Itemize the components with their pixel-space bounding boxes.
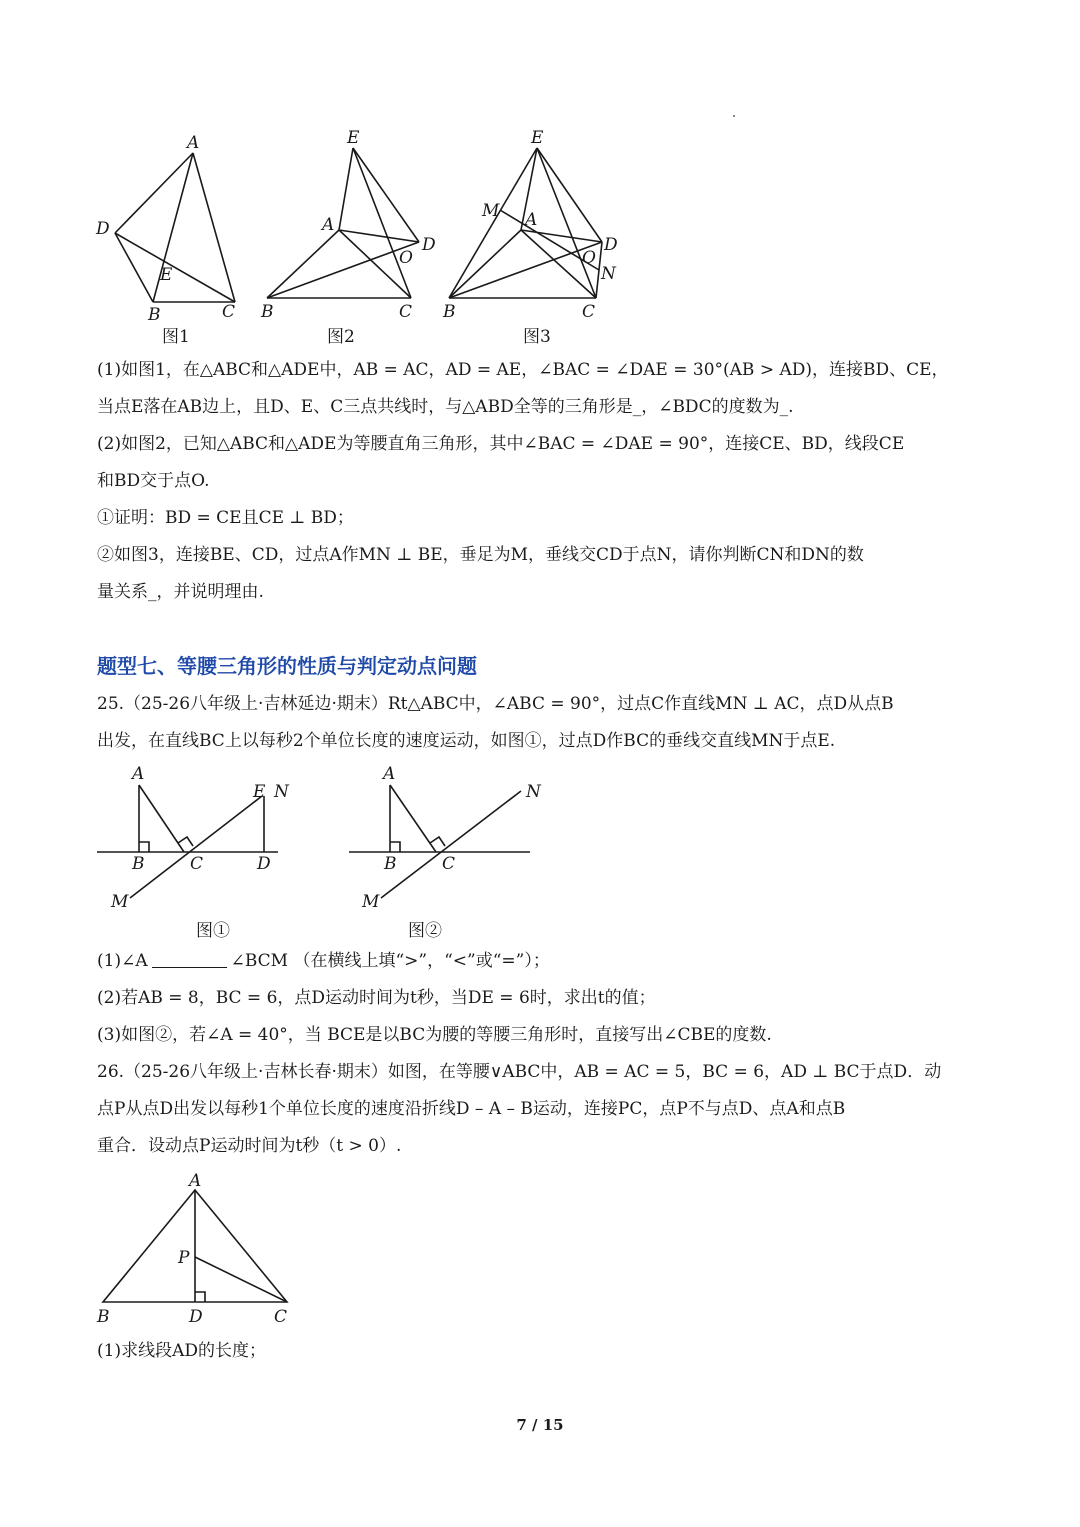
q25f2-label-A: A — [383, 764, 396, 784]
fig2-label-D: D — [422, 235, 436, 255]
q25-line-2: 出发，在直线BC上以每秒2个单位长度的速度运动，如图①，过点D作BC的垂线交直线MN于点E. — [97, 731, 836, 751]
figure-1-lines — [115, 153, 235, 302]
q26-line-3: 重合．设动点P运动时间为t秒（t > 0）. — [97, 1136, 402, 1156]
fig3-label-D: D — [604, 235, 618, 255]
fig1-label-A: A — [187, 133, 200, 153]
figure-q25-1-caption: 图① — [196, 921, 230, 941]
q26-label-P: P — [178, 1248, 190, 1268]
q25-part-1-suffix: ∠BCM （在横线上填“>”，“<”或“=”）； — [230, 951, 550, 971]
q25f1-label-B: B — [132, 854, 145, 874]
q26-label-A: A — [189, 1171, 202, 1191]
fig1-label-B: B — [148, 305, 161, 325]
q25-part-1-prefix: (1)∠A — [97, 951, 148, 971]
fig2-label-O: O — [399, 248, 413, 268]
figure-3 — [440, 125, 630, 325]
section-heading: 题型七、等腰三角形的性质与判定动点问题 — [97, 654, 477, 678]
fig3-label-B: B — [443, 302, 456, 322]
figure-q26-lines — [103, 1190, 287, 1302]
q26-line-2: 点P从点D出发以每秒1个单位长度的速度沿折线D – A – B运动，连接PC，点P不与点D、点A和点B — [97, 1099, 846, 1119]
figure-2 — [255, 125, 445, 325]
q24-line-7: 量关系_，并说明理由. — [97, 582, 264, 602]
figure-1-caption: 图1 — [162, 327, 190, 347]
fig3-label-C: C — [582, 302, 596, 322]
figure-1 — [90, 125, 250, 325]
q26-label-D: D — [189, 1307, 203, 1327]
q25f1-label-E: E — [253, 782, 266, 802]
q26-label-C: C — [274, 1307, 288, 1327]
q24-line-5: ①证明：BD = CE且CE ⊥ BD； — [97, 508, 354, 528]
page-number: 7 / 15 — [516, 1416, 564, 1434]
fig2-label-E: E — [347, 128, 360, 148]
q25-part-3: (3)如图②，若∠A = 40°，当 BCE是以BC为腰的等腰三角形时，直接写出∠CBE的度数. — [97, 1025, 772, 1045]
q25f1-label-N: N — [274, 782, 289, 802]
fig3-label-O: O — [582, 248, 596, 268]
fig1-label-D: D — [96, 219, 110, 239]
q24-line-4: 和BD交于点O. — [97, 471, 210, 491]
fig1-label-C: C — [222, 302, 236, 322]
figure-q26 — [90, 1165, 300, 1330]
figure-q25-2 — [340, 760, 550, 910]
q25f1-label-D: D — [257, 854, 271, 874]
answer-blank[interactable] — [152, 951, 227, 968]
q25-part-1 — [97, 950, 550, 972]
fig2-label-A: A — [322, 215, 335, 235]
figure-q25-2-lines — [349, 785, 530, 898]
figure-2-lines — [267, 148, 419, 298]
scan-speck — [733, 115, 735, 117]
fig2-label-B: B — [261, 302, 274, 322]
q25-part-2: (2)若AB = 8，BC = 6，点D运动时间为t秒，当DE = 6时，求出t的值； — [97, 988, 656, 1008]
q25f2-label-N: N — [526, 782, 541, 802]
q25f2-label-C: C — [442, 854, 456, 874]
q26-label-B: B — [97, 1307, 110, 1327]
fig1-label-E: E — [160, 265, 173, 285]
figure-q25-1 — [90, 760, 300, 910]
fig3-label-M: M — [482, 201, 500, 221]
figure-2-caption: 图2 — [327, 327, 355, 347]
q24-line-2: 当点E落在AB边上，且D、E、C三点共线时，与△ABD全等的三角形是_，∠BDC的度数为_. — [97, 397, 794, 417]
figure-q25-1-lines — [97, 785, 278, 898]
fig3-label-A: A — [525, 210, 538, 230]
q25f2-label-B: B — [384, 854, 397, 874]
q25f1-label-A: A — [132, 764, 145, 784]
figure-q25-2-caption: 图② — [408, 921, 442, 941]
q24-line-3: (2)如图2，已知△ABC和△ADE为等腰直角三角形，其中∠BAC = ∠DAE = 90°，连接CE、BD，线段CE — [97, 434, 905, 454]
q25-line-1: 25.（25-26八年级上·吉林延边·期末）Rt△ABC中，∠ABC = 90°，过点C作直线MN ⊥ AC，点D从点B — [97, 694, 894, 714]
q26-part-1: (1)求线段AD的长度； — [97, 1341, 266, 1361]
q24-line-1: (1)如图1，在△ABC和△ADE中，AB = AC，AD = AE，∠BAC = ∠DAE = 30°(AB > AD)，连接BD、CE， — [97, 360, 949, 380]
q25f1-label-C: C — [190, 854, 204, 874]
q24-line-6: ②如图3，连接BE、CD，过点A作MN ⊥ BE，垂足为M，垂线交CD于点N，请你判断CN和DN的数 — [97, 545, 864, 565]
q25f1-label-M: M — [111, 892, 129, 912]
q26-line-1: 26.（25-26八年级上·吉林长春·期末）如图，在等腰∨ABC中，AB = AC = 5，BC = 6，AD ⊥ BC于点D．动 — [97, 1062, 942, 1082]
figure-3-caption: 图3 — [523, 327, 551, 347]
fig3-label-E: E — [531, 128, 544, 148]
q25f2-label-M: M — [362, 892, 380, 912]
fig3-label-N: N — [601, 264, 616, 284]
fig2-label-C: C — [399, 302, 413, 322]
